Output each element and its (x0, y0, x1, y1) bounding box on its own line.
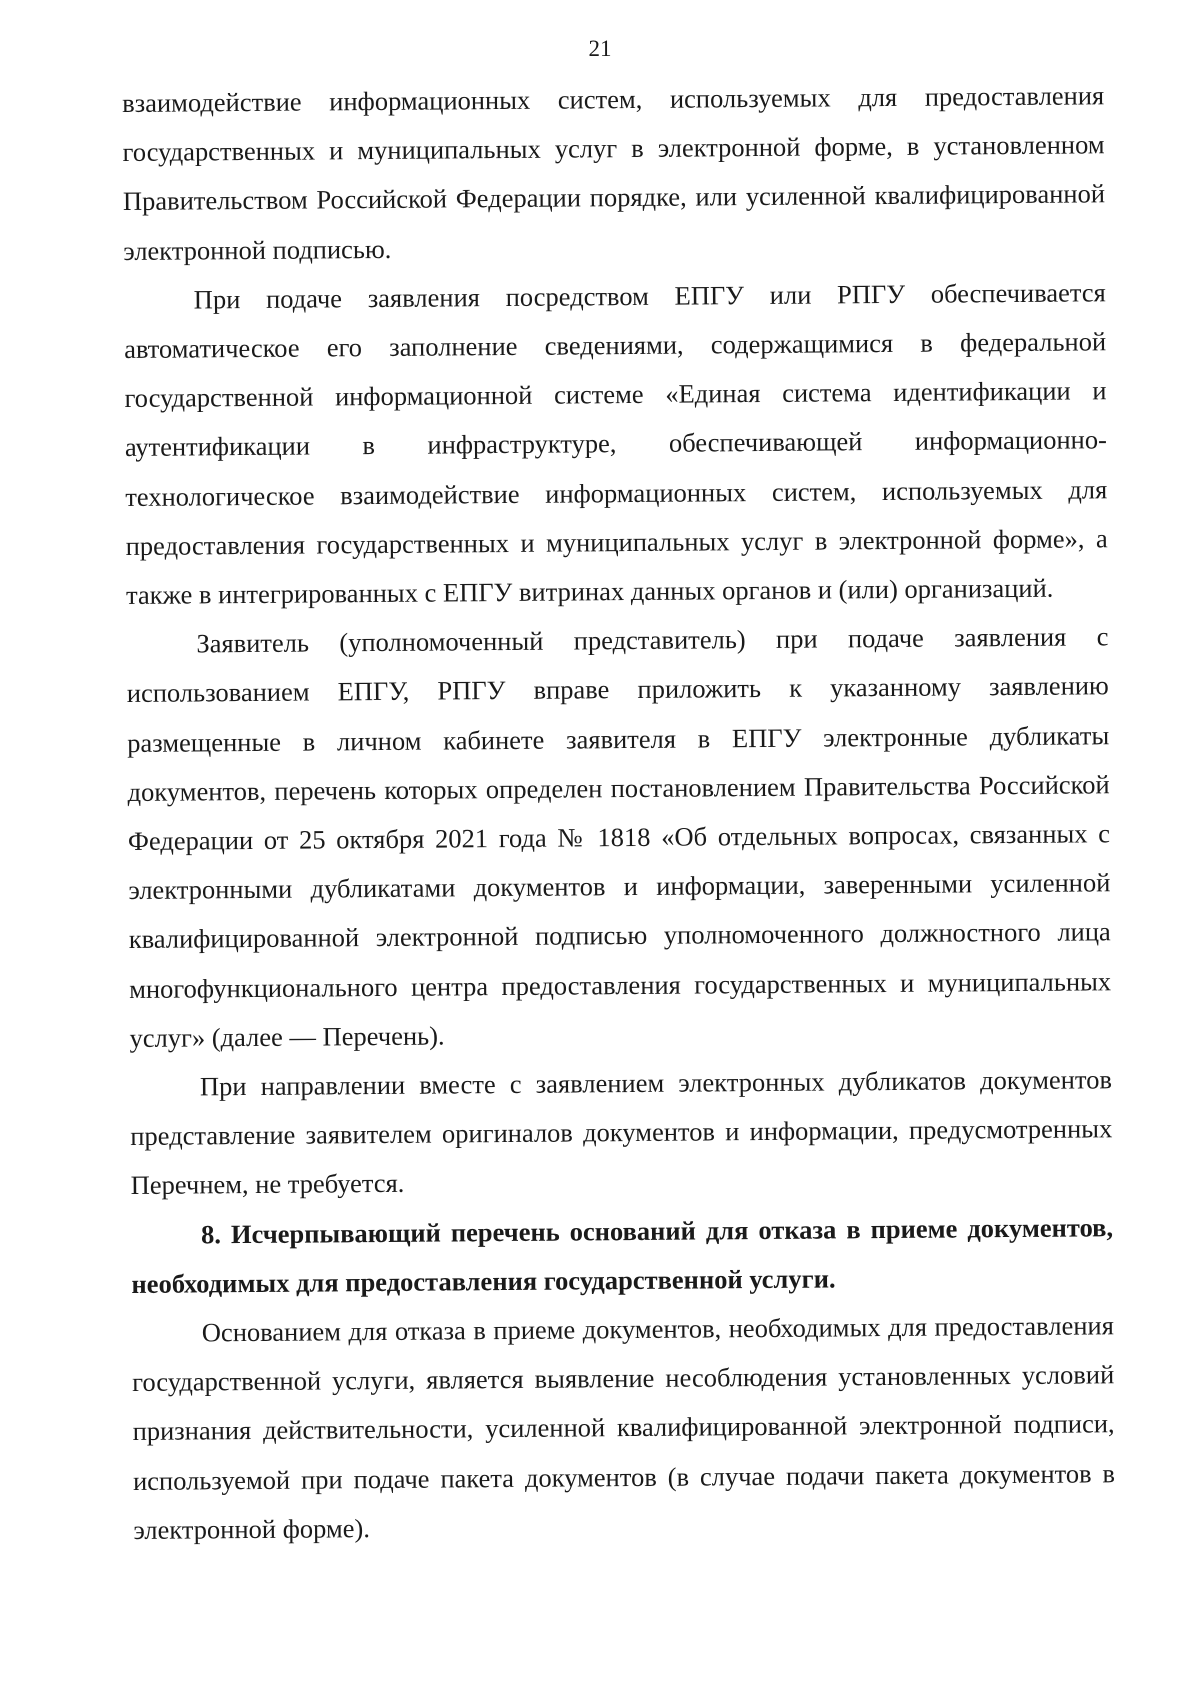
paragraph-continuation: взаимодействие информационных систем, используемых для предоставления государственных и муниципальных услуг в электронной форме, в установленном Правительством Российской Федерации порядке, или усиленной квалифицированной электронной подписью. (122, 80, 1106, 266)
paragraph-refusal-grounds: Основанием для отказа в приеме документов, необходимых для предоставления государственной услуги, является выявление несоблюдения установленных условий признания действительности, усиленной квалифицированной электронной подписи, используемой при подаче пакета документов (в случае подачи пакета документов в электронной форме). (132, 1310, 1116, 1545)
document-body (122, 71, 1116, 1555)
paragraph-originals-not-required: При направлении вместе с заявлением электронных дубликатов документов представление заявителем оригиналов документов и информации, предусмотренных Перечнем, не требуется. (130, 1064, 1113, 1201)
page-number: 21 (588, 36, 612, 61)
paragraph-epgu-autofill: При подаче заявления посредством ЕПГУ или РПГУ обеспечивается автоматическое его заполнение сведениями, содержащимися в федеральной государственной информационной системе «Единая система идентификации и аутентификации в инфраструктуре, обеспечивающей информационно-технологическое взаимодействие информационных систем, используемых для предоставления государственных и муниципальных услуг в электронной форме», а также в интегрированных с ЕПГУ витринах данных органов и (или) организаций. (124, 277, 1108, 611)
section-heading-8: 8. Исчерпывающий перечень оснований для отказа в приеме документов, необходимых для предоставления государственной услуги. (131, 1211, 1114, 1299)
paragraph-electronic-duplicates: Заявитель (уполномоченный представитель) при подаче заявления с использованием ЕПГУ, РПГУ вправе приложить к указанному заявлению размещенные в личном кабинете заявителя в ЕПГУ электронные дубликаты документов, перечень которых определен постановлением Правительства Российской Федерации от 25 октября 2021 года № 1818 «Об отдельных вопросах, связанных с электронными дубликатами документов и информации, заверенными усиленной квалифицированной электронной подписью уполномоченного должностного лица многофункционального центра предоставления государственных и муниципальных услуг» (далее — Перечень). (126, 621, 1112, 1053)
